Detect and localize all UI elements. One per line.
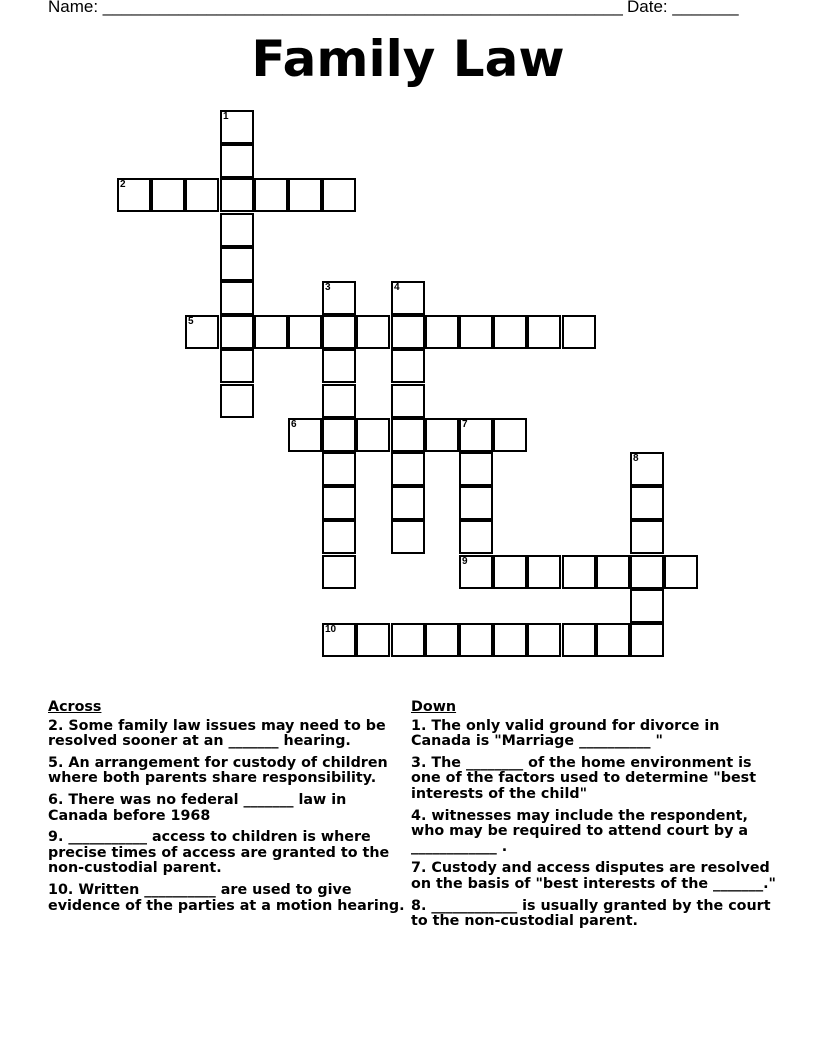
- clue-down-8: [411, 899, 781, 930]
- cell-number: 10: [325, 624, 337, 635]
- clue-number: 7.: [411, 860, 427, 877]
- grid-cell[interactable]: [220, 110, 254, 144]
- clue-text: Custody and access disputes are resolved on the basis of "best interests of the _______.": [411, 860, 776, 892]
- grid-cell[interactable]: [664, 555, 698, 589]
- grid-cell[interactable]: [630, 623, 664, 657]
- clue-number: 10.: [48, 881, 74, 898]
- clue-across-6: [48, 793, 408, 824]
- clue-across-2: [48, 719, 408, 750]
- clue-text: There was no federal _______ law in Canada before 1968: [48, 791, 347, 824]
- grid-cell[interactable]: [493, 315, 527, 349]
- clue-text: An arrangement for custody of children where both parents share responsibility.: [48, 754, 388, 787]
- clue-number: 5.: [48, 754, 64, 771]
- page-title: Family Law: [251, 30, 565, 88]
- grid-cell[interactable]: [425, 315, 459, 349]
- grid-cell[interactable]: [322, 315, 356, 349]
- grid-cell[interactable]: [185, 178, 219, 212]
- grid-cell[interactable]: [493, 555, 527, 589]
- grid-cell[interactable]: [220, 384, 254, 418]
- grid-cell[interactable]: [220, 144, 254, 178]
- grid-cell[interactable]: [630, 520, 664, 554]
- grid-cell[interactable]: [630, 452, 664, 486]
- cell-number: 6: [291, 419, 297, 430]
- grid-cell[interactable]: [459, 555, 493, 589]
- grid-cell[interactable]: [185, 315, 219, 349]
- grid-cell[interactable]: [254, 315, 288, 349]
- grid-cell[interactable]: [391, 520, 425, 554]
- grid-cell[interactable]: [391, 486, 425, 520]
- clue-number: 9.: [48, 829, 64, 846]
- grid-cell[interactable]: [356, 623, 390, 657]
- grid-cell[interactable]: [220, 213, 254, 247]
- clue-down-4: [411, 809, 781, 856]
- grid-cell[interactable]: [562, 315, 596, 349]
- grid-cell[interactable]: [322, 623, 356, 657]
- grid-cell[interactable]: [596, 555, 630, 589]
- clue-number: 3.: [411, 754, 427, 771]
- grid-cell[interactable]: [322, 452, 356, 486]
- cell-number: 2: [120, 179, 126, 190]
- grid-cell[interactable]: [322, 555, 356, 589]
- grid-cell[interactable]: [391, 281, 425, 315]
- clue-number: 6.: [48, 791, 64, 808]
- grid-cell[interactable]: [459, 315, 493, 349]
- grid-cell[interactable]: [493, 418, 527, 452]
- grid-cell[interactable]: [459, 452, 493, 486]
- clue-number: 4.: [411, 807, 427, 824]
- grid-cell[interactable]: [459, 520, 493, 554]
- clue-down-3: [411, 756, 781, 803]
- grid-cell[interactable]: [493, 623, 527, 657]
- grid-cell[interactable]: [356, 418, 390, 452]
- clue-across-10: [48, 883, 408, 914]
- cell-number: 5: [188, 316, 194, 327]
- date-line: Date: _______: [627, 0, 739, 16]
- clue-text: ___________ access to children is where precise times of access are granted to the non-custodial parent.: [48, 829, 390, 877]
- clue-text: The only valid ground for divorce in Canada is "Marriage __________ ": [411, 717, 720, 750]
- grid-cell[interactable]: [630, 589, 664, 623]
- grid-cell[interactable]: [391, 452, 425, 486]
- cell-number: 9: [462, 556, 468, 567]
- grid-cell[interactable]: [322, 281, 356, 315]
- across-clues: [48, 700, 408, 920]
- grid-cell[interactable]: [322, 418, 356, 452]
- grid-cell[interactable]: [220, 281, 254, 315]
- grid-cell[interactable]: [459, 623, 493, 657]
- grid-cell[interactable]: [459, 418, 493, 452]
- clue-text: The ________ of the home environment is one of the factors used to determine "best interests of the child": [411, 754, 757, 802]
- grid-cell[interactable]: [391, 623, 425, 657]
- across-heading: Across: [48, 699, 102, 715]
- clue-down-7: [411, 861, 781, 892]
- clue-number: 8.: [411, 897, 427, 914]
- grid-cell[interactable]: [322, 178, 356, 212]
- cell-number: 4: [394, 282, 400, 293]
- clue-text: ____________ is usually granted by the court to the non-custodial parent.: [411, 897, 771, 930]
- grid-cell[interactable]: [322, 520, 356, 554]
- grid-cell[interactable]: [562, 623, 596, 657]
- grid-cell[interactable]: [254, 178, 288, 212]
- grid-cell[interactable]: [630, 486, 664, 520]
- grid-cell[interactable]: [562, 555, 596, 589]
- grid-cell[interactable]: [288, 315, 322, 349]
- grid-cell[interactable]: [630, 555, 664, 589]
- grid-cell[interactable]: [117, 178, 151, 212]
- grid-cell[interactable]: [356, 315, 390, 349]
- grid-cell[interactable]: [322, 349, 356, 383]
- grid-cell[interactable]: [459, 486, 493, 520]
- grid-cell[interactable]: [220, 247, 254, 281]
- grid-cell[interactable]: [391, 315, 425, 349]
- grid-cell[interactable]: [288, 178, 322, 212]
- grid-cell[interactable]: [322, 384, 356, 418]
- grid-cell[interactable]: [151, 178, 185, 212]
- grid-cell[interactable]: [527, 555, 561, 589]
- grid-cell[interactable]: [425, 623, 459, 657]
- cell-number: 8: [633, 453, 639, 464]
- clue-text: witnesses may include the respondent, who may be required to attend court by a ____________ .: [411, 807, 749, 855]
- clue-across-5: [48, 756, 408, 787]
- clue-text: Some family law issues may need to be resolved sooner at an _______ hearing.: [48, 717, 386, 750]
- grid-cell[interactable]: [322, 486, 356, 520]
- grid-cell[interactable]: [425, 418, 459, 452]
- grid-cell[interactable]: [527, 315, 561, 349]
- down-clues: [411, 700, 781, 936]
- grid-cell[interactable]: [391, 349, 425, 383]
- grid-cell[interactable]: [220, 349, 254, 383]
- name-line: Name: _______________________________________________________: [48, 0, 623, 16]
- grid-cell[interactable]: [220, 178, 254, 212]
- grid-cell[interactable]: [391, 384, 425, 418]
- grid-cell[interactable]: [220, 315, 254, 349]
- cell-number: 3: [325, 282, 331, 293]
- grid-cell[interactable]: [391, 418, 425, 452]
- clue-number: 1.: [411, 717, 427, 734]
- clue-number: 2.: [48, 717, 64, 734]
- grid-cell[interactable]: [596, 623, 630, 657]
- down-heading: Down: [411, 699, 457, 715]
- grid-cell[interactable]: [527, 623, 561, 657]
- clue-down-1: [411, 719, 781, 750]
- cell-number: 1: [223, 111, 229, 122]
- clue-text: Written __________ are used to give evidence of the parties at a motion hearing.: [48, 881, 405, 914]
- clue-across-9: [48, 830, 408, 877]
- cell-number: 7: [462, 419, 468, 430]
- grid-cell[interactable]: [288, 418, 322, 452]
